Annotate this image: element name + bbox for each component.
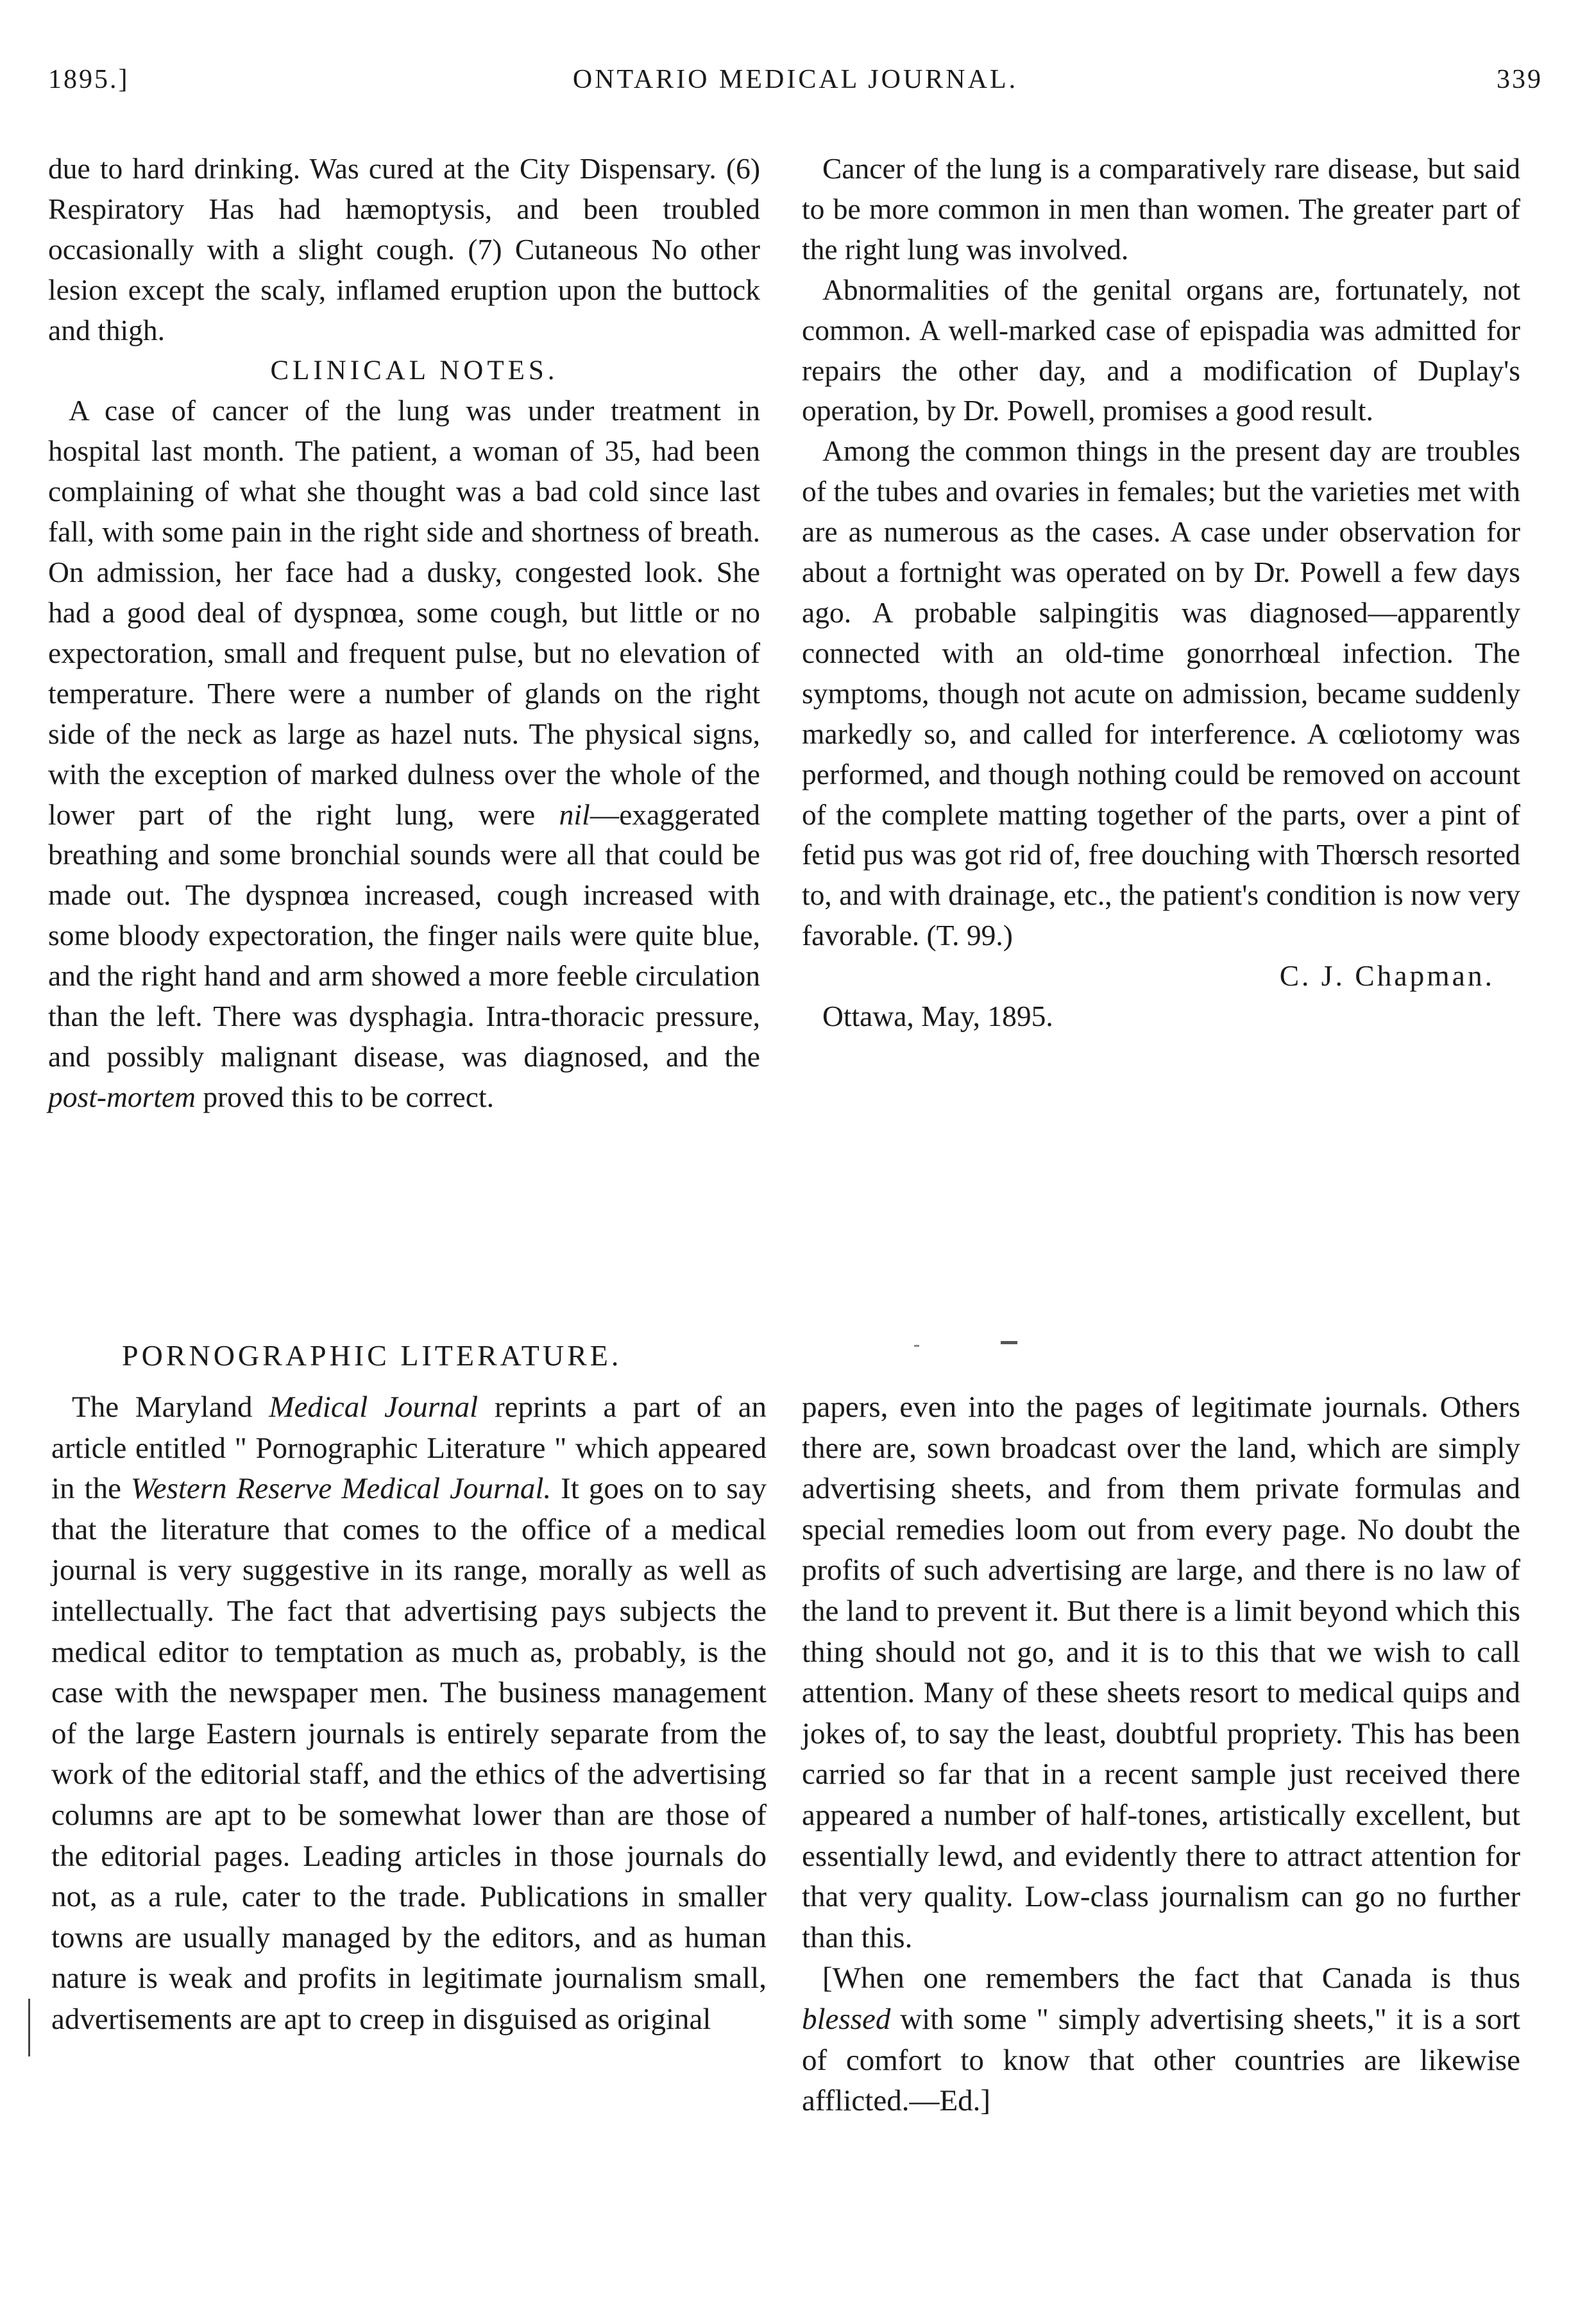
paragraph-lung-cancer: Cancer of the lung is a comparatively rare disease, but said to be more common in men than women. The greater part of the right lung was involved. <box>802 152 1520 266</box>
place-date: Ottawa, May, 1895. <box>822 1000 1053 1033</box>
author-signature: C. J. Chapman. <box>1279 959 1495 993</box>
column-top-right <box>802 149 1520 1037</box>
italic-journal-name: Western Reserve Medical Journal. <box>130 1472 552 1506</box>
text-run: —exaggerated breathing and some bronchial sounds were all that could be made out. The dyspnœa increased, cough increased with some bloody expectoration, the finger nails were quite blue, and the right hand and arm showed a more feeble circulation than the left. There was dysphagia. Intra-thoracic pressure, and possibly malignant disease, was diagnosed, and the <box>48 798 760 1073</box>
header-year: 1895.] <box>48 65 130 94</box>
italic-nil: nil <box>559 798 590 831</box>
paragraph-continued: papers, even into the pages of legitimate journals. Others there are, sown broadcast over the land, which are simply advertising sheets, and from them private formulas and special remedies loom out from every page. No doubt the profits of such advertising are large, and there is no law of the land to prevent it. But there is a limit beyond which this thing should not go, and it is to this that we wish to call attention. Many of these sheets resort to medical quips and jokes of, to say the least, doubtful propriety. This has been carried so far that in a recent sample just received there appeared a number of half-tones, artistically excellent, but essentially lewd, and evidently there to attract attention for that very quality. Low-class journalism can go no further than this. <box>802 1390 1520 1954</box>
separator-mark <box>1001 1341 1017 1344</box>
paragraph-abnormalities: Abnormalities of the genital organs are, fortunately, not common. A well-marked case of epispadia was admitted for repairs the other day, and a modification of Duplay's operation, by Dr. Powell, promises a good result. <box>802 273 1520 427</box>
italic-journal-name: Medical Journal <box>269 1390 479 1424</box>
journal-title: ONTARIO MEDICAL JOURNAL. <box>572 65 1019 94</box>
section-heading-clinical-notes: CLINICAL NOTES. <box>270 355 559 386</box>
text-run: [When one remembers the fact that Canada is thus <box>822 1961 1520 1995</box>
text-run: The Maryland <box>72 1390 269 1424</box>
paragraph-continued: due to hard drinking. Was cured at the City Dispensary. (6) Respiratory Has had hæmoptysis, and been troubled occasionally with a slight cough. (7) Cutaneous No other lesion except the scaly, inflamed eruption upon the buttock and thigh. <box>48 152 760 346</box>
italic-blessed: blessed <box>802 2002 891 2036</box>
paragraph-editor-note <box>802 1958 1520 2121</box>
column-bottom-left <box>51 1387 767 2040</box>
page-number: 339 <box>1497 65 1543 94</box>
paragraph-common-things: Among the common things in the present day are troubles of the tubes and ovaries in females; but the varieties met with are as numerous as the cases. A case under observation for about a fortnight was operated on by Dr. Powell a few days ago. A probable salpingitis was diagnosed—apparently connected with an old-time gonorrhœal infection. The symptoms, though not acute on admission, became suddenly markedly so, and called for interference. A cœliotomy was performed, and though nothing could be removed on account of the complete matting together of the parts, over a pint of fetid pus was got rid of, free douching with Thœrsch resorted to, and with drainage, etc., the patient's condition is now very favorable. (T. 99.) <box>802 434 1520 952</box>
column-bottom-right <box>802 1387 1520 2122</box>
column-top-left <box>48 149 760 1118</box>
separator-mark <box>914 1345 919 1347</box>
italic-post-mortem: post-mortem <box>48 1080 196 1113</box>
text-run: A case of cancer of the lung was under treatment in hospital last month. The patient, a woman of 35, had been complaining of what she thought was a bad cold since last fall, with some pain in the right side and shortness of breath. On admission, her face had a dusky, congested look. She had a good deal of dyspnœa, some cough, but little or no expectoration, small and frequent pulse, but no elevation of temperature. There were a number of glands on the right side of the neck as large as hazel nuts. The physical signs, with the exception of marked dulness over the whole of the lower part of the right lung, were <box>48 394 760 831</box>
running-header <box>48 64 1543 115</box>
section-heading-pornographic-literature: PORNOGRAPHIC LITERATURE. <box>122 1339 622 1372</box>
paragraph-cancer-case <box>48 391 760 1117</box>
text-run: It goes on to say that the literature that comes to the office of a medical journal is very suggestive in its range, morally as well as intellectually. The fact that advertising pays subjects the medical editor to temptation as much as, probably, is the case with the newspaper men. The business management of the large Eastern journals is entirely separate from the work of the editorial staff, and the ethics of the advertising columns are apt to be somewhat lower than are those of the editorial pages. Leading articles in those journals do not, as a rule, cater to the trade. Publications in smaller towns are usually managed by the editors, and as human nature is weak and profits in legitimate journalism small, advertisements are apt to creep in disguised as original <box>51 1472 767 2036</box>
text-run: proved this to be correct. <box>196 1080 494 1113</box>
text-run: with some " simply advertising sheets," it is a sort of comfort to know that other countries are likewise afflicted.—Ed.] <box>802 2002 1520 2118</box>
text-run: reprints a part of an article entitled " Pornographic Literature " which appeared in the <box>51 1390 767 1506</box>
margin-rule <box>28 1999 30 2056</box>
paragraph-literature <box>51 1387 767 2040</box>
